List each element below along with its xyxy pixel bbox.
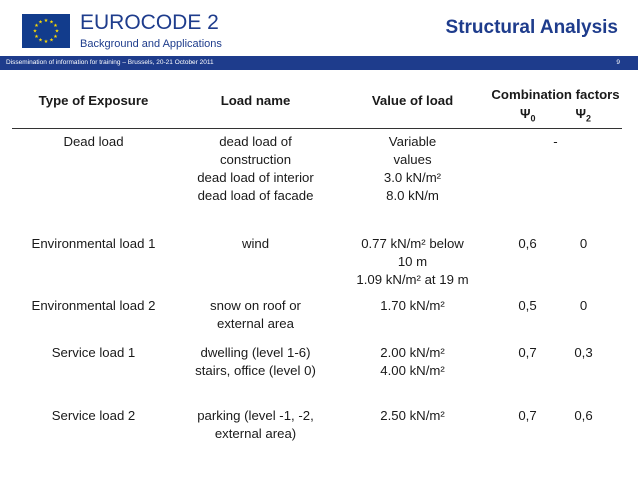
svg-text:★: ★ [54,28,60,35]
cell-exposure: Dead load [63,133,124,149]
cell-exposure: Environmental load 1 [31,236,156,252]
svg-text:★: ★ [38,19,43,26]
slide-title: Structural Analysis [445,17,618,38]
svg-text:★: ★ [53,23,58,30]
page-number: 9 [616,59,620,66]
cell-load-name: wind [241,236,270,252]
table-row [12,230,622,294]
svg-text:★: ★ [53,33,58,40]
psi0-value: 0,6 [518,236,537,252]
cell-value: 2.50 kN/m² [380,408,445,424]
psi2-value: 0,6 [574,408,593,424]
cell-factors [489,294,622,339]
brand-subtitle: Background and Applications [80,38,222,50]
psi2-value: 0,3 [574,345,593,361]
eu-flag-icon [22,14,70,48]
psi0-value: 0,7 [518,408,537,424]
psi0-value: 0,5 [518,298,537,314]
cell-exposure: Service load 1 [51,345,136,361]
table-row [12,128,622,230]
header-band [0,56,638,70]
svg-text:★: ★ [49,37,54,44]
cell-factors: - [553,133,558,149]
brand-title: EUROCODE 2 [80,11,219,34]
cell-value: 2.00 kN/m² 4.00 kN/m² [380,345,445,379]
cell-exposure: Environmental load 2 [31,298,156,314]
psi2-value: 0 [579,236,588,252]
psi2-value: 0 [579,298,588,314]
table-row [12,339,622,401]
svg-text:★: ★ [34,33,39,40]
psi2-symbol: $\Psi_2$ [575,106,592,124]
load-table [12,88,622,451]
cell-value: 0.77 kN/m² below 10 m 1.09 kN/m² at 19 m [356,236,469,288]
svg-text:★: ★ [34,23,39,30]
footnote: Dissemination of information for training – Brussels, 20-21 October 2011 [6,59,214,66]
table-row [12,401,622,451]
psi0-value: 0,7 [518,345,537,361]
header-exposure: Type of Exposure [12,88,175,128]
svg-text:★: ★ [43,39,49,45]
svg-text:★: ★ [49,19,54,26]
cell-exposure: Service load 2 [51,408,136,424]
cell-factors [489,339,622,401]
combination-factors-label: Combination factors [491,87,620,102]
psi0-symbol: $\Psi_0$ [519,106,536,124]
table-header-row [12,88,622,128]
cell-load-name: dead load of construction dead load of interior dead load of facade [197,133,314,203]
cell-load-name: dwelling (level 1-6) stairs, office (level 0) [195,345,316,379]
header-combination-factors [489,88,622,128]
svg-text:★: ★ [38,37,43,44]
svg-text:★: ★ [32,28,38,35]
cell-factors [489,401,622,451]
cell-load-name: snow on roof or external area [210,298,301,332]
table-row [12,294,622,339]
cell-value: Variable values 3.0 kN/m² 8.0 kN/m [383,133,442,203]
svg-text:★: ★ [43,18,49,24]
psi-symbols [489,105,622,128]
header-value: Value of load [336,88,489,128]
header-load-name: Load name [175,88,336,128]
brand-block [80,11,222,51]
cell-factors [489,230,622,294]
cell-value: 1.70 kN/m² [380,298,445,314]
cell-load-name: parking (level -1, -2, external area) [197,408,314,442]
